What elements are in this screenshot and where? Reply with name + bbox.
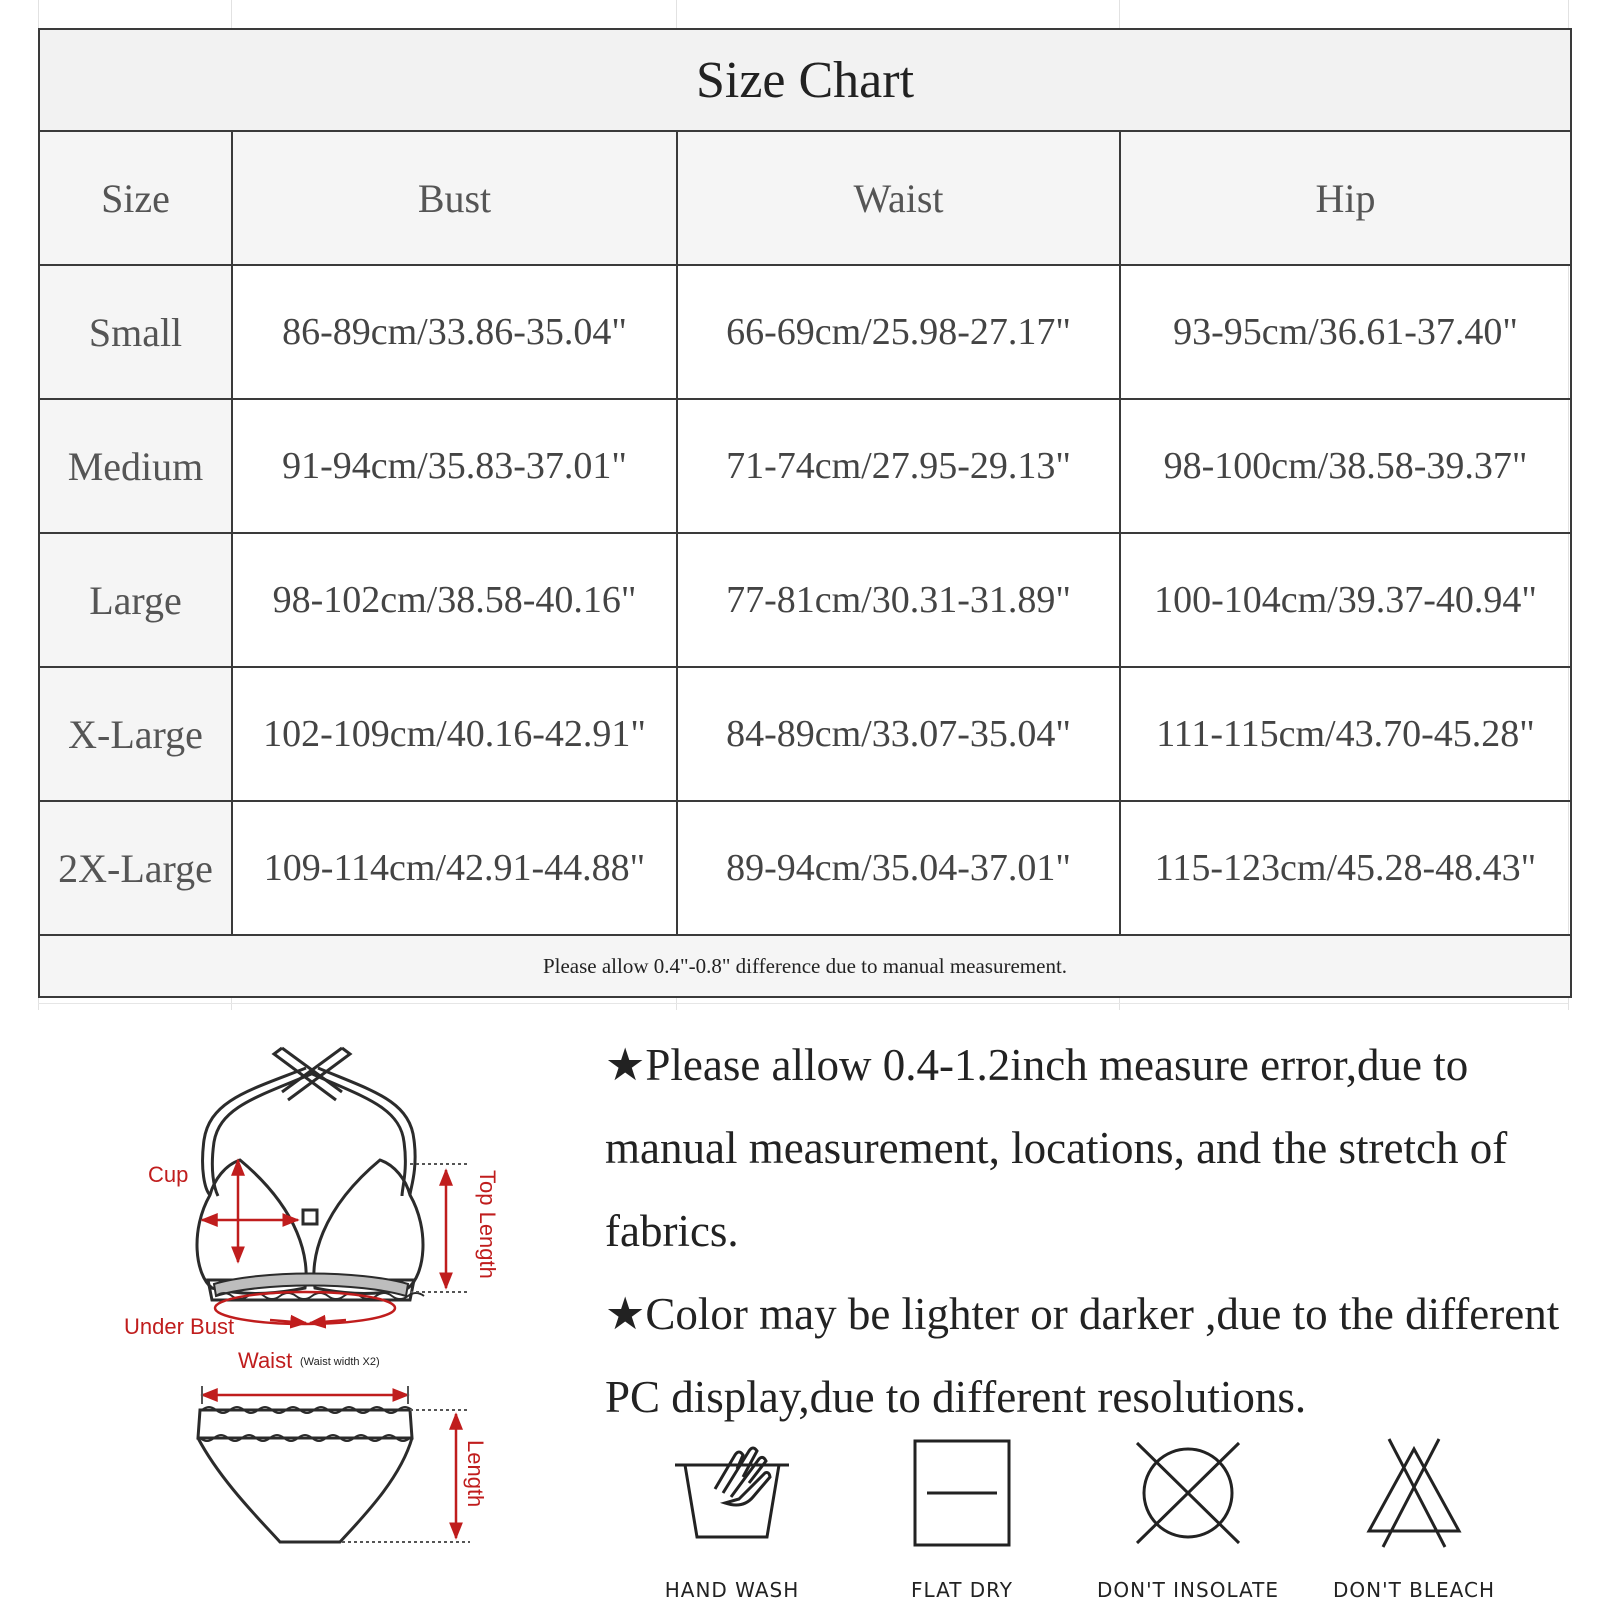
waist-value: 77-81cm/30.31-31.89" — [677, 533, 1120, 667]
under-bust-label: Under Bust — [124, 1314, 235, 1339]
care-label: DON'T INSOLATE — [1096, 1578, 1280, 1602]
bust-value: 98-102cm/38.58-40.16" — [232, 533, 677, 667]
waist-value: 66-69cm/25.98-27.17" — [677, 265, 1120, 399]
bust-value: 109-114cm/42.91-44.88" — [232, 801, 677, 935]
table-row — [39, 533, 1571, 667]
care-hand-wash — [632, 1435, 832, 1600]
do-not-tumble-dry-icon — [1123, 1435, 1253, 1555]
notes-section — [605, 1024, 1585, 1439]
top-length-label: Top Length — [475, 1170, 500, 1279]
care-do-not-tumble-dry — [1088, 1435, 1288, 1600]
flat-dry-icon — [897, 1435, 1027, 1555]
waist-label: Waist — [238, 1348, 293, 1373]
size-chart-table — [38, 28, 1572, 998]
care-do-not-bleach — [1314, 1435, 1514, 1600]
size-label: Large — [39, 533, 232, 667]
table-row — [39, 399, 1571, 533]
note-color-variance: ★Color may be lighter or darker ,due to the different PC display,due to different resolutions. — [605, 1289, 1560, 1422]
column-header-size: Size — [39, 131, 232, 265]
waist-note-label: (Waist width X2) — [300, 1356, 380, 1368]
hip-value: 111-115cm/43.70-45.28" — [1120, 667, 1571, 801]
column-header-bust: Bust — [232, 131, 677, 265]
waist-value: 84-89cm/33.07-35.04" — [677, 667, 1120, 801]
column-header-waist: Waist — [677, 131, 1120, 265]
care-label: DON'T BLEACH — [1332, 1578, 1495, 1602]
hip-value: 93-95cm/36.61-37.40" — [1120, 265, 1571, 399]
table-row — [39, 667, 1571, 801]
guide-line — [38, 1003, 1568, 1004]
care-label: HAND WASH — [664, 1578, 800, 1602]
table-row — [39, 265, 1571, 399]
size-label: X-Large — [39, 667, 232, 801]
size-label: Small — [39, 265, 232, 399]
size-label: 2X-Large — [39, 801, 232, 935]
measurement-diagram — [110, 1030, 530, 1600]
table-row — [39, 801, 1571, 935]
bust-value: 102-109cm/40.16-42.91" — [232, 667, 677, 801]
chart-title: Size Chart — [39, 29, 1571, 131]
note-measurement-error: ★Please allow 0.4-1.2inch measure error,due to manual measurement, locations, and the stretch of fabrics. — [605, 1040, 1508, 1256]
bust-value: 91-94cm/35.83-37.01" — [232, 399, 677, 533]
length-label: Length — [463, 1440, 488, 1508]
hip-value: 115-123cm/45.28-48.43" — [1120, 801, 1571, 935]
column-header-hip: Hip — [1120, 131, 1571, 265]
bust-value: 86-89cm/33.86-35.04" — [232, 265, 677, 399]
header-row — [39, 131, 1571, 265]
hip-value: 98-100cm/38.58-39.37" — [1120, 399, 1571, 533]
hand-wash-icon — [667, 1435, 797, 1555]
size-label: Medium — [39, 399, 232, 533]
care-flat-dry — [862, 1435, 1062, 1600]
table-footnote: Please allow 0.4"-0.8" difference due to manual measurement. — [39, 935, 1571, 997]
hip-value: 100-104cm/39.37-40.94" — [1120, 533, 1571, 667]
waist-value: 89-94cm/35.04-37.01" — [677, 801, 1120, 935]
waist-value: 71-74cm/27.95-29.13" — [677, 399, 1120, 533]
care-label: FLAT DRY — [910, 1578, 1014, 1602]
do-not-bleach-icon — [1349, 1435, 1479, 1555]
cup-label: Cup — [148, 1162, 189, 1187]
